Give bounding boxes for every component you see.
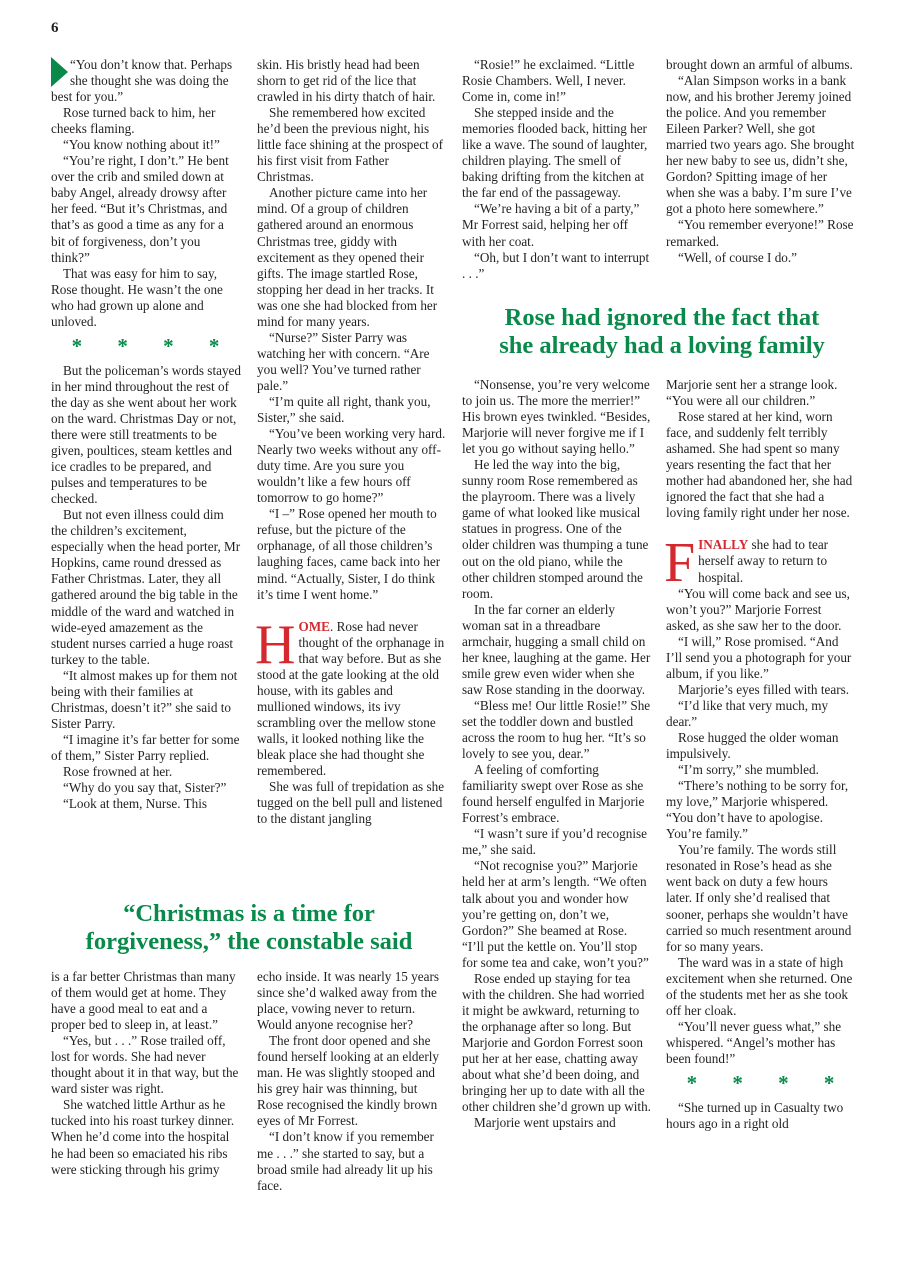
column-1-bottom — [51, 969, 241, 1178]
paragraph: Marjorie went upstairs and — [474, 1115, 616, 1131]
page-number: 6 — [51, 20, 59, 36]
paragraph: Another picture came into her mind. Of a group of children gathered around an enormous Christmas tree, giddy with excitement as they opened their gifts. The image startled Rose, stopping her dead in her tracks. It was one she had blocked from her mind for many years. — [257, 185, 438, 329]
paragraph: Rose turned back to him, her cheeks flaming. — [51, 105, 216, 137]
arrow-marker-icon — [51, 57, 68, 87]
pull-quote-left — [51, 900, 447, 956]
paragraph: “Look at them, Nurse. This — [63, 796, 208, 812]
paragraph: “I wasn’t sure if you’d recognise me,” she said. — [462, 826, 647, 858]
paragraph: “Yes, but . . .” Rose trailed off, lost for words. She had never thought about it in that way, but the ward sister was right. — [51, 1033, 239, 1097]
paragraph: She watched little Arthur as he tucked into his roast turkey dinner. When he’d come into the hospital he had been so emaciated his ribs were sticking through his grimy — [51, 1097, 235, 1177]
column-3-bottom — [462, 377, 652, 1131]
paragraph: But not even illness could dim the children’s excitement, especially when the head porter, Mr Hopkins, came round dressed as Father Christmas. Later, they all gathered around the big table in the middle of the ward and watched in wide-eyed amazement as the student nurses carried a huge roast turkey to the table. — [51, 507, 241, 667]
pull-quote-right — [462, 304, 862, 360]
paragraph: brought down an armful of albums. — [666, 57, 853, 72]
paragraph: “It almost makes up for them not being with their families at Christmas, doesn’t it?” she said to Sister Parry. — [51, 667, 238, 731]
pull-quote-line: she already had a loving family — [499, 332, 825, 359]
drop-cap: H — [255, 613, 296, 676]
paragraph: Rose hugged the older woman impulsively. — [666, 729, 839, 762]
paragraph: Rose frowned at her. — [63, 763, 173, 779]
paragraph: is a far better Christmas than many of them would get at home. They have a good meal to eat and a proper bed to sleep in, at least.” — [51, 969, 236, 1033]
pull-quote-line: Rose had ignored the fact that — [504, 304, 820, 331]
paragraph: She remembered how excited he’d been the previous night, his little face shining at the prospect of his first visit from Father Christmas. — [257, 105, 444, 185]
paragraph: “There’s nothing to be sorry for, my love,” Marjorie whispered. “You don’t have to apologise. You’re family.” — [666, 778, 849, 842]
section-break-stars: * * * * — [686, 1070, 850, 1095]
paragraph: “I’m quite all right, thank you, Sister,” she said. — [257, 393, 431, 426]
paragraph: She was full of trepidation as she tugged on the bell pull and listened to the distant jangling — [257, 779, 445, 827]
column-2-top — [257, 57, 447, 827]
paragraph: You’re family. The words still resonated in Rose’s head as she went back on duty a few hours later. If only she’d realised that sooner, perhaps she wouldn’t have carried so much resentment around for so many years. — [666, 842, 852, 954]
paragraph: That was easy for him to say, Rose thought. He wasn’t the one who had grown up alone and unloved. — [51, 265, 223, 329]
paragraph: “You remember everyone!” Rose remarked. — [666, 217, 854, 249]
paragraph: “You’re right, I don’t.” He bent over the crib and smiled down at baby Angel, already drowsy after her feed. “But it’s Christmas, and that’s as good a time as any for a bit of forgiveness, don’t you think?” — [51, 153, 229, 265]
pull-quote-line: forgiveness,” the constable said — [85, 928, 413, 955]
column-2-bottom — [257, 969, 447, 1194]
paragraph: “I’m sorry,” she mumbled. — [678, 762, 819, 778]
pull-quote-line: “Christmas is a time for — [123, 900, 375, 927]
paragraph: The ward was in a state of high excitement when she returned. One of the students met her as she took off her cloak. — [666, 954, 853, 1018]
drop-cap: F — [664, 532, 696, 595]
paragraph: In the far corner an elderly woman sat in a threadbare armchair, hugging a small child on her knee, laughing at the game. Her smile grew even wider when she saw Rose standing in the doorway. — [462, 601, 651, 697]
paragraph: “She turned up in Casualty two hours ago in a right old — [666, 1099, 844, 1132]
section-break-stars: * * * * — [71, 333, 235, 358]
column-1-top — [51, 57, 241, 812]
paragraph: “You’ll never guess what,” she whispered. “Angel’s mother has been found!” — [666, 1018, 842, 1066]
paragraph: Rose ended up staying for tea with the children. She had worried it might be awkward, returning to the orphanage after so long. But Marjorie and Gordon Forrest soon put her at her ease, chatting away about what she’d been doing, and bringing her up to date with all the other children she’d grown up with. — [462, 970, 651, 1115]
paragraph: “You don’t know that. Perhaps she thought she was doing the best for you.” — [51, 57, 233, 105]
paragraph: “I imagine it’s far better for some of them,” Sister Parry replied. — [51, 731, 240, 763]
paragraph: “I will,” Rose promised. “And I’ll send you a photograph for your album, if you like.” — [666, 633, 852, 681]
paragraph: “I’d like that very much, my dear.” — [666, 697, 829, 729]
lead-in: OME — [298, 618, 330, 634]
paragraph: “Well, of course I do.” — [678, 249, 798, 265]
paragraph: Rose stared at her kind, worn face, and suddenly felt terribly ashamed. She had spent so many years resenting the fact that her mother had abandoned her, she had ignored the fact that she had a loving family right under her nose. — [666, 409, 853, 521]
paragraph: skin. His bristly head had been shorn to get rid of the lice that crawled in his dirty thatch of hair. — [257, 57, 436, 105]
paragraph: He led the way into the big, sunny room Rose remembered as the playroom. There was a lively game of what looked like musical statues in progress. One of the older children was thumping a tune out on the old piano, while the other children stomped around the room. — [462, 457, 649, 601]
paragraph: Marjorie sent her a strange look. “You were all our children.” — [666, 377, 838, 409]
paragraph: “We’re having a bit of a party,” Mr Forrest said, helping her off with her coat. — [462, 201, 640, 249]
paragraph: “Not recognise you?” Marjorie held her at arm’s length. “We often talk about you and wonder how you’re getting on, don’t we, Gordon?” She beamed at Rose. “I’ll put the kettle on. You’ll stop for some tea and cake, won’t you?” — [462, 858, 649, 970]
paragraph: The front door opened and she found herself looking at an elderly man. He was slightly stooped and his grey hair was thinning, but Rose recognised the kindly brown eyes of Mr Forrest. — [257, 1033, 440, 1129]
paragraph: “Why do you say that, Sister?” — [63, 780, 227, 796]
paragraph: “I –” Rose opened her mouth to refuse, but the picture of the orphanage, of all those children’s laughing faces, came back into her mind. “Actually, Sister, I do think it’s time I went home.” — [257, 506, 441, 602]
paragraph: But the policeman’s words stayed in her mind throughout the rest of the day as she went about her work on the ward. Christmas Day or not, there were still treatments to be given, poultices, steam kettles and ice cradles to be prepared, and pulses and temperatures to be checked. — [51, 362, 241, 507]
paragraph: echo inside. It was nearly 15 years since she’d walked away from the place, vowing never to return. Would anyone recognise her? — [257, 969, 439, 1033]
column-4-top — [666, 57, 856, 266]
paragraph: HOME. Rose had never thought of the orphanage in that way before. But as she stood at the gate looking at the old house, with its gables and mullioned windows, its ivy scrambling over the mellow stone walls, it looked nothing like the bleak place she had thought she remembered. — [255, 613, 445, 779]
paragraph: “Alan Simpson works in a bank now, and his brother Jeremy joined the police. And you remember Eileen Parker? Well, she got married two years ago. She brought her new baby to see us, didn’t she, Gordon? Spitting image of her when she was a baby. I’m sure I’ve got a photo here somewhere.” — [666, 73, 855, 217]
paragraph: “I don’t know if you remember me . . .” she started to say, but a broad smile had already lit up his face. — [257, 1129, 434, 1193]
lead-in: INALLY — [698, 537, 749, 553]
paragraph: “You’ve been working very hard. Nearly two weeks without any off-duty time. Are you sure you wouldn’t like a few hours off tomorrow to go home?” — [257, 426, 446, 506]
column-3-top — [462, 57, 652, 282]
paragraph: “Nonsense, you’re very welcome to join us. The more the merrier!” His brown eyes twinkled. “Besides, Marjorie will never forgive me if I let you go without saying hello.” — [462, 377, 651, 457]
paragraph: FINALLY she had to tear herself away to return to hospital. — [664, 532, 829, 595]
paragraph: “Bless me! Our little Rosie!” She set the toddler down and bustled across the room to hug her. “It’s so lovely to see you, dear.” — [462, 697, 651, 762]
paragraph: “You will come back and see us, won’t you?” Marjorie Forrest asked, as she saw her to the door. — [666, 585, 850, 633]
paragraph: “You know nothing about it!” — [63, 137, 220, 153]
paragraph: “Oh, but I don’t want to interrupt . . .” — [462, 249, 650, 281]
paragraph: A feeling of comforting familiarity swept over Rose as she found herself engulfed in Marjorie Forrest’s embrace. — [462, 762, 645, 826]
paragraph: “Nurse?” Sister Parry was watching her with concern. “Are you well? You’ve turned rather pale.” — [257, 329, 430, 393]
column-4-bottom — [666, 377, 856, 1132]
paragraph: She stepped inside and the memories flooded back, hitting her like a wave. The sound of laughter, children playing. The smell of baking drifting from the kitchen at the far end of the passageway. — [462, 105, 648, 201]
paragraph: Marjorie’s eyes filled with tears. — [678, 681, 850, 697]
paragraph: “Rosie!” he exclaimed. “Little Rosie Chambers. Well, I never. Come in, come in!” — [462, 57, 635, 105]
